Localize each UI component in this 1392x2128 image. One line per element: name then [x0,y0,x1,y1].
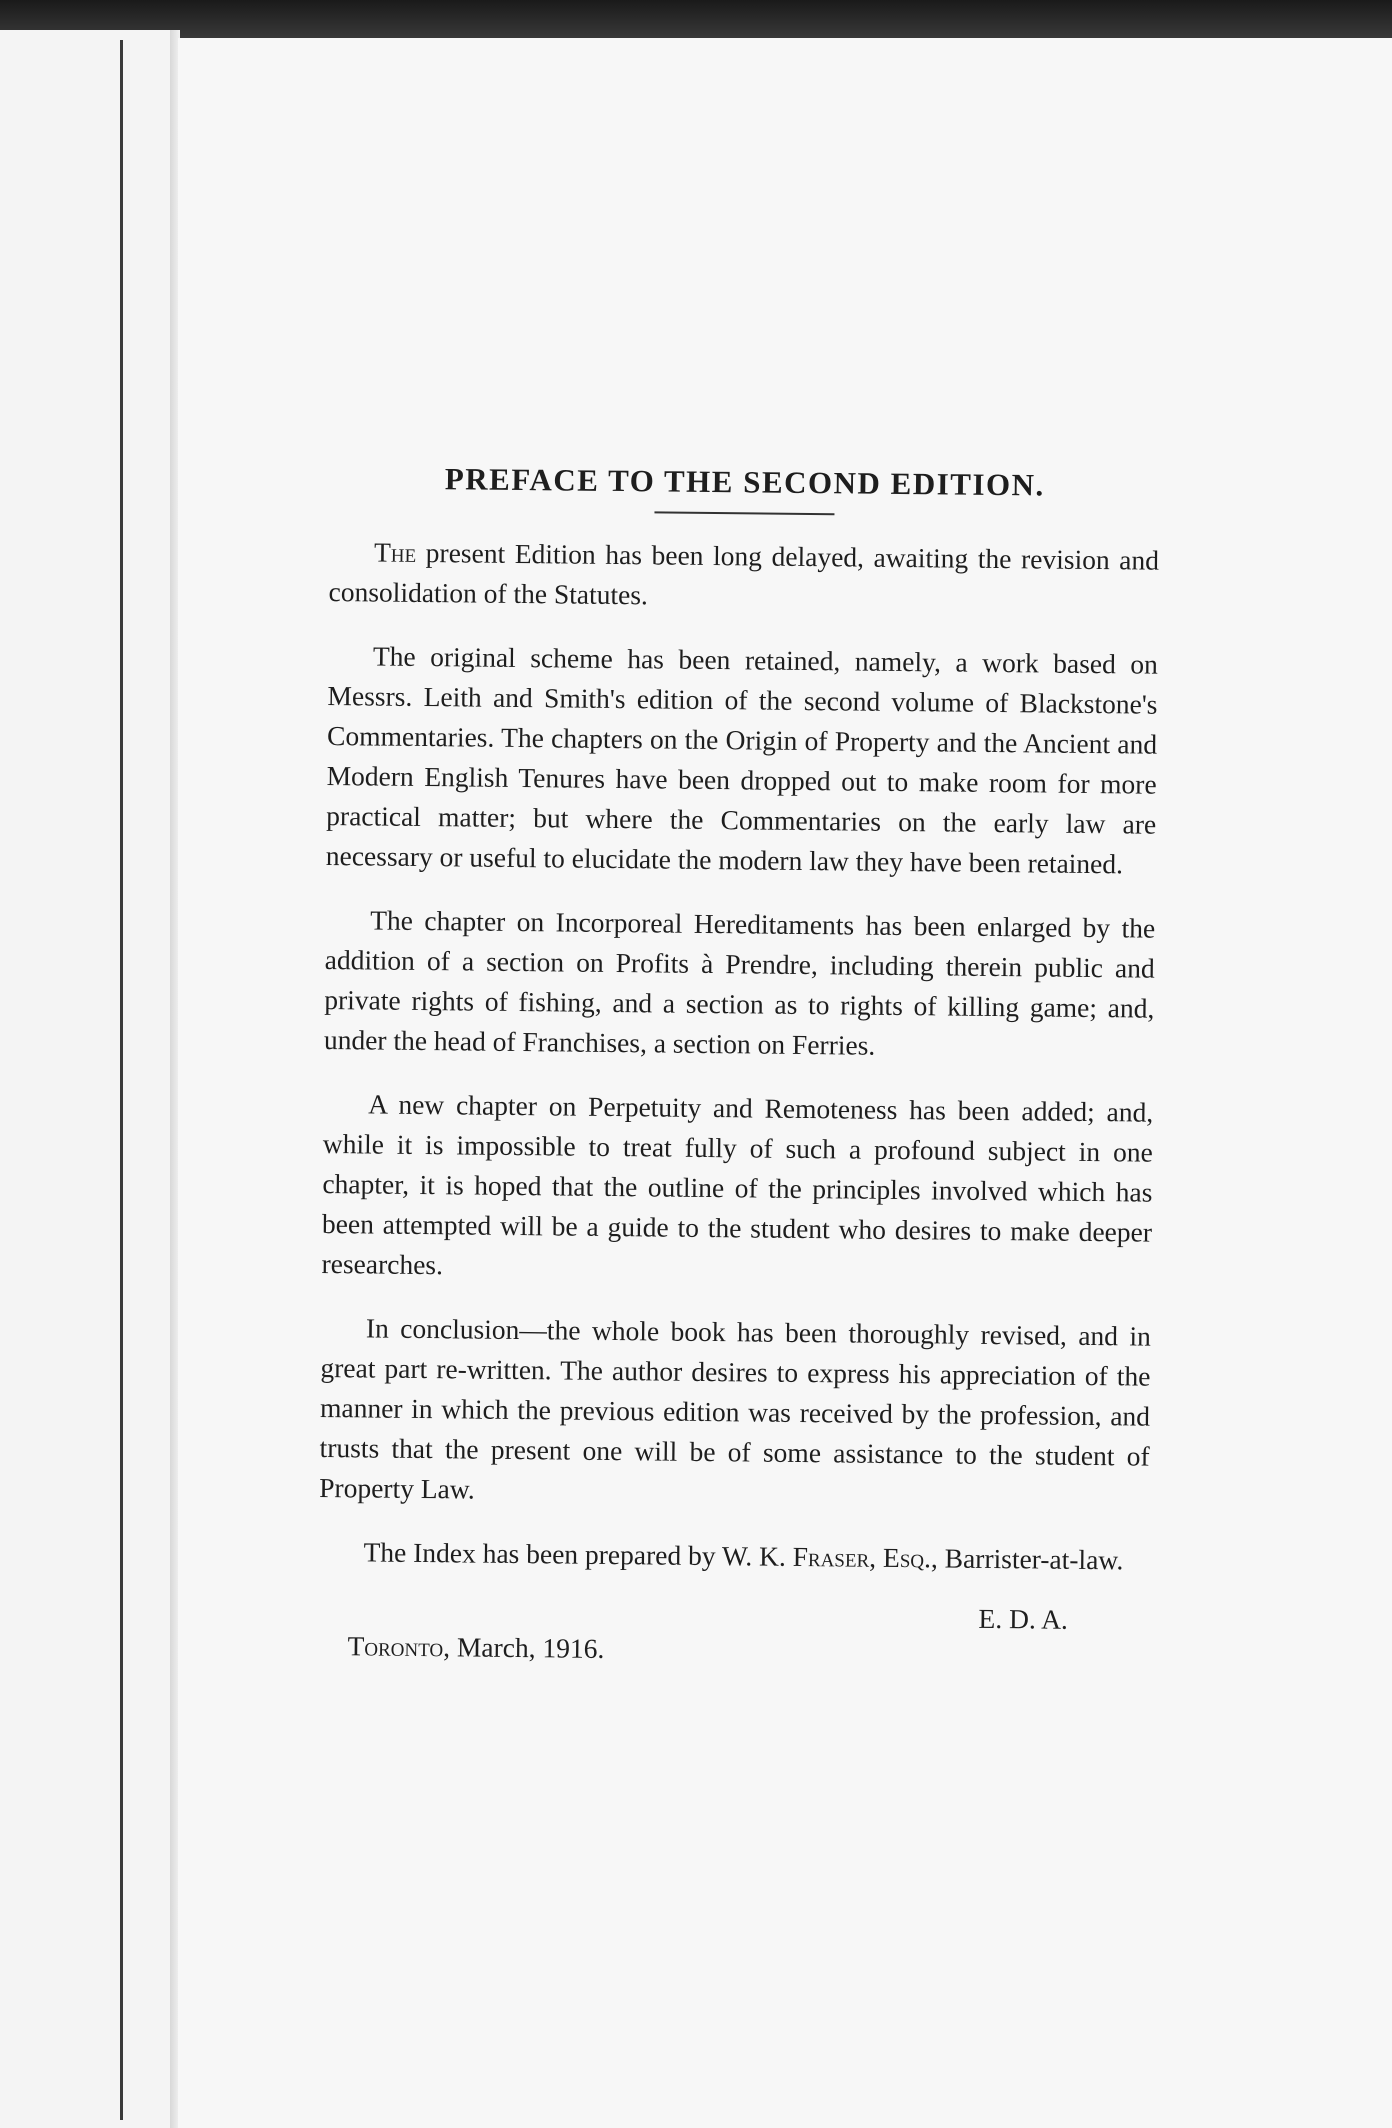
paragraph-1-lead: The [373,536,417,568]
index-note [318,1532,1148,1581]
author-initials: E. D. A. [978,1602,1069,1635]
page-title: PREFACE TO THE SECOND EDITION. [444,461,1045,503]
index-note-after: , Barrister-at-law. [930,1542,1124,1576]
paragraph-5: In conclusion—the whole book has been thoroughly revised, and in great part re-written. The author desires to express his appreciation of the manner in which the previous edition was received by the profession, and trusts that the present one will be of some assistance to the student of Property Law. [319,1312,1152,1505]
indexer-honorific: Esq. [882,1541,932,1574]
indexer-name: Fraser [792,1540,870,1573]
closing-block [317,1596,1148,1685]
index-note-before: The Index has been prepared by W. K. [363,1536,793,1572]
paragraph-4: A new chapter on Perpetuity and Remoteness has been added; and, while it is impossible to treat fully of such a profound subject in one chapter, it is hoped that the outline of the principles involved which has been attempted will be a guide to the student who desires to make deeper researches. [321,1088,1154,1281]
preface-text [317,460,1160,1685]
facing-page [0,30,175,2128]
paragraph-1 [328,532,1159,621]
index-note-comma: , [869,1541,884,1573]
place: Toronto [347,1630,444,1663]
paragraph-1-text: present Edition has been long delayed, awaiting the revision and consolidation of the Statutes. [328,536,1160,611]
title-rule [654,511,834,515]
paragraph-2: The original scheme has been retained, namely, a work based on Messrs. Leith and Smith's edition of the second volume of Blackstone's Commentaries. The chapters on the Origin of Property and the Ancient and Modern English Tenures have been dropped out to make room for more practical matter; but where the Commentaries on the early law are necessary or useful to elucidate the modern law they have been retained. [325,640,1159,880]
place-date [347,1630,604,1665]
scan-top-border [0,0,1392,42]
page-edge-line [120,40,123,2120]
paragraph-3: The chapter on Incorporeal Hereditaments has been enlarged by the addition of a section on Profits à Prendre, including therein public and private rights of fishing, and a section as to rights of killing game; and, under the head of Franchises, a section on Ferries. [323,904,1156,1061]
date: , March, 1916. [443,1631,605,1664]
